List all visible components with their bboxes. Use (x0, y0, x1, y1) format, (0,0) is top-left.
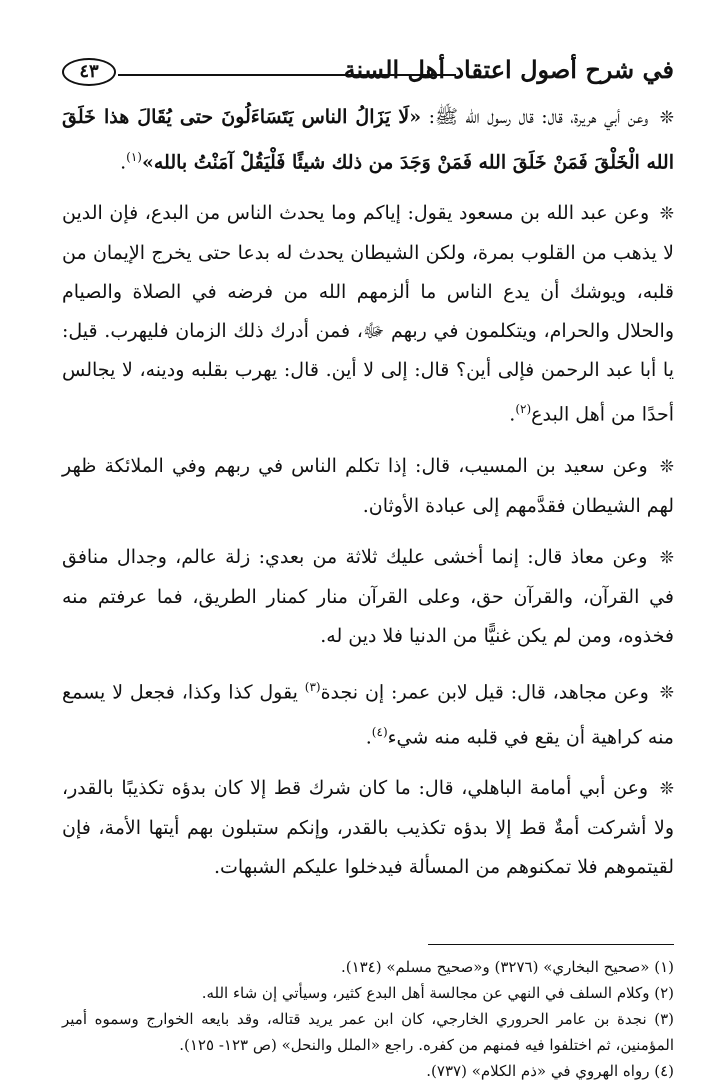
paragraph-intro: وعن أبي هريرة، قال: قال رسول الله ﷺ: (421, 106, 649, 128)
footnote-reference[interactable]: (٤) (371, 724, 388, 739)
footnote-reference[interactable]: (٣) (304, 679, 321, 694)
paragraph-text: وعن معاذ قال: إنما أخشى عليك ثلاثة من بعدي: زلة عالم، وجدال منافق في القرآن، والقرآن حق، وعلى القرآن منار كمنار الطريق، فما عرفتم منه فخذوه، ومن لم يكن غنيًّا من الدنيا فلا دين له. (62, 545, 674, 647)
header-title: في شرح أصول اعتقاد أهل السنة (343, 55, 674, 84)
hadith-quote: «لَا يَزَالُ الناس يَتَسَاءَلُونَ حتى يُقَالَ هذا خَلَقَ الله الْخَلْقَ فَمَنْ خَلَقَ الله فَمَنْ وَجَدَ من ذلك شيئًا فَلْيَقُلْ آمَنْتُ بالله» (62, 106, 674, 174)
footnote-separator (428, 944, 674, 945)
footnote-4: (٤) رواه الهروي في «ذم الكلام» (٧٣٧). (426, 1062, 674, 1080)
book-page (62, 52, 675, 1080)
paragraph-text: وعن مجاهد، قال: قيل لابن عمر: إن نجدة (320, 680, 649, 703)
footnote-1: (١) «صحيح البخاري» (٣٢٧٦) و«صحيح مسلم» (١٣٤). (340, 958, 674, 976)
star-ornament-icon: ❊ (659, 547, 674, 568)
footnote-reference[interactable]: (١) (126, 150, 142, 164)
star-ornament-icon: ❊ (659, 779, 675, 800)
running-header (62, 52, 674, 94)
paragraph-abu-umama (62, 769, 674, 887)
paragraph-ibn-masud (62, 194, 674, 434)
footnote-3: (٣) نجدة بن عامر الحروري الخارجي، كان ابن عمر يريد قتاله، وقد بايعه الخوارج وسموه أمير المؤمنين، ثم اختلفوا فيه فمنهم من كفره. راجع «الملل والنحل» (ص ١٢٣- ١٢٥). (62, 1010, 674, 1054)
page-number: ٤٣ (62, 58, 116, 86)
footnote-2: (٢) وكلام السلف في النهي عن مجالسة أهل البدع كثير، وسيأتي إن شاء الله. (201, 984, 674, 1002)
footnotes (62, 954, 674, 1084)
paragraph-mujahid (62, 668, 674, 758)
paragraph-abu-hurayra (62, 98, 674, 182)
header-rule (118, 74, 456, 76)
star-ornament-icon: ❊ (659, 204, 674, 225)
paragraph-muadh (62, 538, 674, 656)
paragraph-tail: . (120, 151, 127, 174)
star-ornament-icon: ❊ (659, 108, 674, 128)
star-ornament-icon: ❊ (659, 682, 674, 703)
paragraph-text: وعن عبد الله بن مسعود يقول: إياكم وما يحدث الناس من البدع، فإن الدين لا يذهب من القلوب بمرة، ولكن الشيطان يحدث له بدعا حتى يخرج الإيمان من قلبه، ويوشك أن يدع الناس ما ألزمهم الله من فرضه في الصلاة والصيام والحلال والحرام، ويتكلمون في ربهم ﷻ، فمن أدرك ذلك الزمان فليهرب. قيل: يا أبا عبد الرحمن فإلى أين؟ قال: إلى لا أين. قال: يهرب بقلبه ودينه، لا يجالس أحدًا من أهل البدع (62, 202, 674, 426)
paragraph-text-continued: يقول كذا وكذا، فجعل لا يسمع منه كراهية أن يقع في قلبه منه شيء (62, 680, 674, 749)
footnote-reference[interactable]: (٢) (515, 402, 532, 417)
paragraph-text: وعن أبي أمامة الباهلي، قال: ما كان شرك قط إلا كان بدؤه تكذيبًا بالقدر، ولا أشركت أمةٌ قط إلا بدؤه تكذيب بالقدر، وإنكم ستبلون بهم أيتها الأمة، فإن لقيتموهم فلا تمكنوهم من المسألة فيدخلوا عليكم الشبهات. (62, 777, 674, 879)
paragraph-tail: . (509, 403, 516, 426)
paragraph-text: وعن سعيد بن المسيب، قال: إذا تكلم الناس في ربهم وفي الملائكة ظهر لهم الشيطان فقدَّمهم إلى عبادة الأوثان. (62, 454, 674, 517)
paragraph-tail: . (365, 726, 372, 749)
star-ornament-icon: ❊ (659, 456, 674, 477)
paragraph-said-ibn-musayyib (62, 447, 674, 526)
main-text (62, 98, 674, 899)
